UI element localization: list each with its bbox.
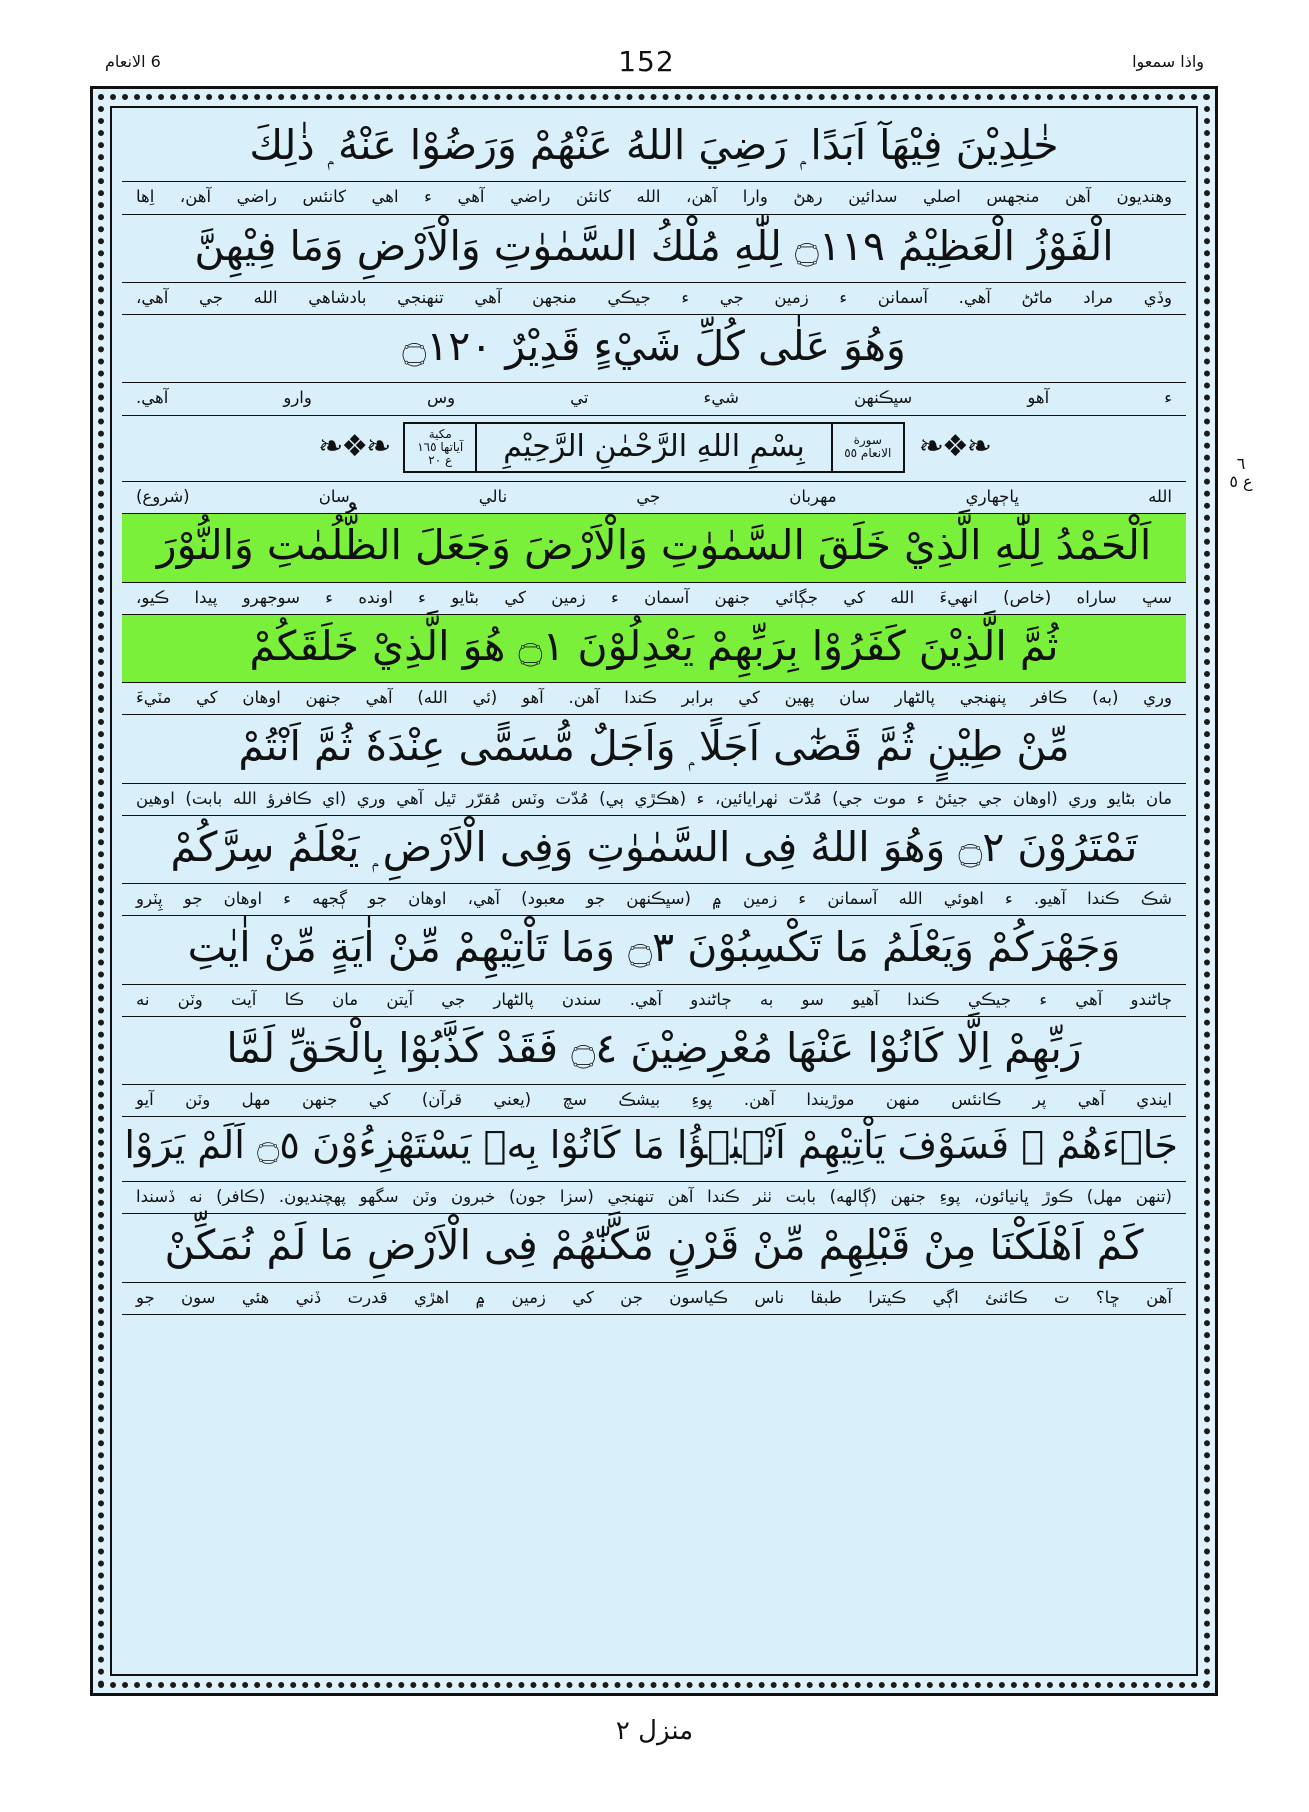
sindhi-translation-line: سڀ ساراه (خاص) انهيءَ الله کي جڳائي جنهن آسمان ء زمين کي بڻايو ء اونده ء سوجهرو پيدا ڪيو، — [122, 582, 1186, 615]
surah-label: سورة — [853, 433, 882, 448]
verse-block-highlighted — [122, 514, 1186, 615]
page-footer: منزل ٢ — [615, 1716, 694, 1746]
ruku-count: ع ٢٠ — [428, 452, 453, 467]
sindhi-translation-line: ڄاڻندو آهي ء جيڪي ڪندا آهيو سو به ڄاڻندو آهي. سندن پالڻهار جي آيتن مان ڪا آيت وٽن نه — [122, 984, 1186, 1017]
arabic-line: كَمْ اَهْلَكْنَا مِنْ قَبْلِهِمْ مِّنْ قَرْنٍ مَّكَّنّٰهُمْ فِى الْاَرْضِ مَا لَمْ نُمَكِّنْ — [164, 1221, 1144, 1270]
ornament-right-icon: ❧❖❧ — [918, 429, 990, 465]
verse-block — [122, 1017, 1186, 1118]
sindhi-translation-line: (تنهن مهل) ڪوڙ ڀانيائون، پوءِ جنهن (ڳالهه) بابت ٺٺر ڪندا آهن تنهنجي (سزا جون) خبرون وٽن سگهو پهچنديون. (ڪافر) نه ڏسندا — [122, 1181, 1186, 1214]
verse-block — [122, 916, 1186, 1017]
bismillah-text: بِسْمِ اللهِ الرَّحْمٰنِ الرَّحِيْمِ — [475, 424, 831, 472]
verse-block — [122, 215, 1186, 316]
page-frame-outer — [90, 86, 1218, 1696]
arabic-line: جَاۗءَهُمْ ۭ فَسَوْفَ يَاْتِيْهِمْ اَنْۢبٰۗؤُا مَا كَانُوْا بِهٖ يَسْتَهْزِءُوْنَ ۝٥ اَلَمْ يَرَوْا — [124, 1124, 1178, 1169]
verse-block — [122, 315, 1186, 416]
verse-block — [122, 1214, 1186, 1315]
arabic-line: وَجَهْرَكُمْ وَيَعْلَمُ مَا تَكْسِبُوْنَ ۝٣ وَمَا تَاْتِيْهِمْ مِّنْ اٰيَةٍ مِّنْ اٰيٰتِ — [187, 923, 1121, 972]
ornament-left-icon: ❧❖❧ — [318, 429, 390, 465]
juz-marker-bottom: ع ٥ — [1229, 471, 1253, 491]
arabic-line: تَمْتَرُوْنَ ۝٢ وَهُوَ اللهُ فِى السَّمٰوٰتِ وَفِى الْاَرْضِ ۭ يَعْلَمُ سِرَّكُمْ — [170, 822, 1138, 871]
verse-block — [122, 816, 1186, 917]
arabic-line: مِّنْ طِيْنٍ ثُمَّ قَضٰٓى اَجَلًا ۭ وَاَجَلٌ مُّسَمًّى عِنْدَهٗ ثُمَّ اَنْتُمْ — [238, 722, 1070, 771]
arabic-line: الْفَوْزُ الْعَظِيْمُ ۝١١٩ لِلّٰهِ مُلْكُ السَّمٰوٰتِ وَالْاَرْضِ وَمَا فِيْهِنَّ — [194, 221, 1114, 270]
arabic-line: خٰلِدِيْنَ فِيْهَآ اَبَدًا ۭ رَضِيَ اللهُ عَنْهُمْ وَرَضُوْا عَنْهُ ۭ ذٰلِكَ — [249, 121, 1059, 169]
page-number: 152 — [618, 44, 675, 78]
sindhi-translation-line: وڏي مراد ماڻڻ آهي. آسمانن ء زمين جي ء جيڪي منجهن آهي تنهنجي بادشاهي الله جي آهي، — [122, 282, 1186, 315]
surah-header-band — [122, 416, 1186, 482]
surah-cartouche — [403, 422, 905, 474]
sindhi-translation-line: ايندي آهي پر ڪانئس منهن موڙيندا آهن. پوءِ بيشڪ سچ (يعني قرآن) کي جنهن مهل وٽن آيو — [122, 1084, 1186, 1117]
juz-side-marker — [1222, 455, 1260, 490]
sindhi-translation-line: شڪ ڪندا آهيو. ء اهوئي الله آسمانن ء زمين ۾ (سڀڪنهن جو معبود) آهي، اوهان جو ڳجهه ء اوهان جو پِٽرو — [122, 883, 1186, 916]
arabic-line: وَهُوَ عَلٰى كُلِّ شَيْءٍ قَدِيْرٌ ۝١٢٠ — [402, 322, 906, 371]
surah-name: الانعام ٥٥ — [844, 446, 892, 461]
surah-name-cell — [831, 424, 903, 472]
arabic-line: رَبِّهِمْ اِلَّا كَانُوْا عَنْهَا مُعْرِضِيْنَ ۝٤ فَقَدْ كَذَّبُوْا بِالْحَقِّ لَمَّا — [226, 1023, 1082, 1072]
page-header — [105, 44, 1204, 78]
verse-block — [122, 114, 1186, 215]
verse-block — [122, 715, 1186, 816]
sindhi-translation-line: ء آهو سڀڪنهن شيء تي وس وارو آهي. — [122, 382, 1186, 415]
sindhi-translation-line: وهندي‍ون آهن منجهس اصلي سدائين رهڻ وارا آهن، الله کانئن راضي آهي ء اهي کانئس راضي آهن، اِها — [122, 181, 1186, 214]
surah-meta-cell — [405, 424, 475, 472]
page-frame-inner — [110, 106, 1198, 1676]
verse-block — [122, 1117, 1186, 1214]
arabic-line-highlighted: اَلْحَمْدُ لِلّٰهِ الَّذِيْ خَلَقَ السَّمٰوٰتِ وَالْاَرْضَ وَجَعَلَ الظُّلُمٰتِ وَالنُّوْرَ — [122, 514, 1186, 581]
bismillah-translation-block — [122, 481, 1186, 514]
header-left-label: 6 الانعام — [105, 51, 161, 71]
sindhi-translation-line: وري (به) ڪافر پنهنجي پالڻهار سان پهين کي برابر ڪندا آهن. آهو (ئي الله) آهي جنهن اوهان کي مٽيءَ — [122, 682, 1186, 715]
ayah-count: آياتها ١٦٥ — [417, 439, 464, 454]
arabic-line-highlighted: ثُمَّ الَّذِيْنَ كَفَرُوْا بِرَبِّهِمْ يَعْدِلُوْنَ ۝١ هُوَ الَّذِيْ خَلَقَكُمْ — [122, 615, 1186, 682]
header-right-label: واذا سمعوا — [1132, 51, 1204, 71]
page-content — [112, 108, 1196, 1674]
sindhi-translation-line: مان بڻايو وري (اوهان جي جيئڻ ء موت جي) مُدّت ٺهرايائين، ء (هڪڙي ٻي) مُدّت وٽس مُقرّر ٿيل آهي وري (اي ڪافرؤ الله بابت) اوهين — [122, 783, 1186, 816]
juz-marker-top: ٦ — [1236, 454, 1246, 473]
sindhi-translation-line: آهن ڇا؟ ت ڪائن‍ئ اڳي ڪيترا طبقا ناس ڪياسون جن کي زمين ۾ اهڙي قدرت ڏني هئي سون جو — [122, 1282, 1186, 1315]
verse-block-highlighted — [122, 615, 1186, 716]
revelation-type: مكية — [428, 426, 452, 441]
sindhi-translation-line: الله ڀاڄهاري مهربان جي نالي سان (شروع) — [122, 481, 1186, 514]
